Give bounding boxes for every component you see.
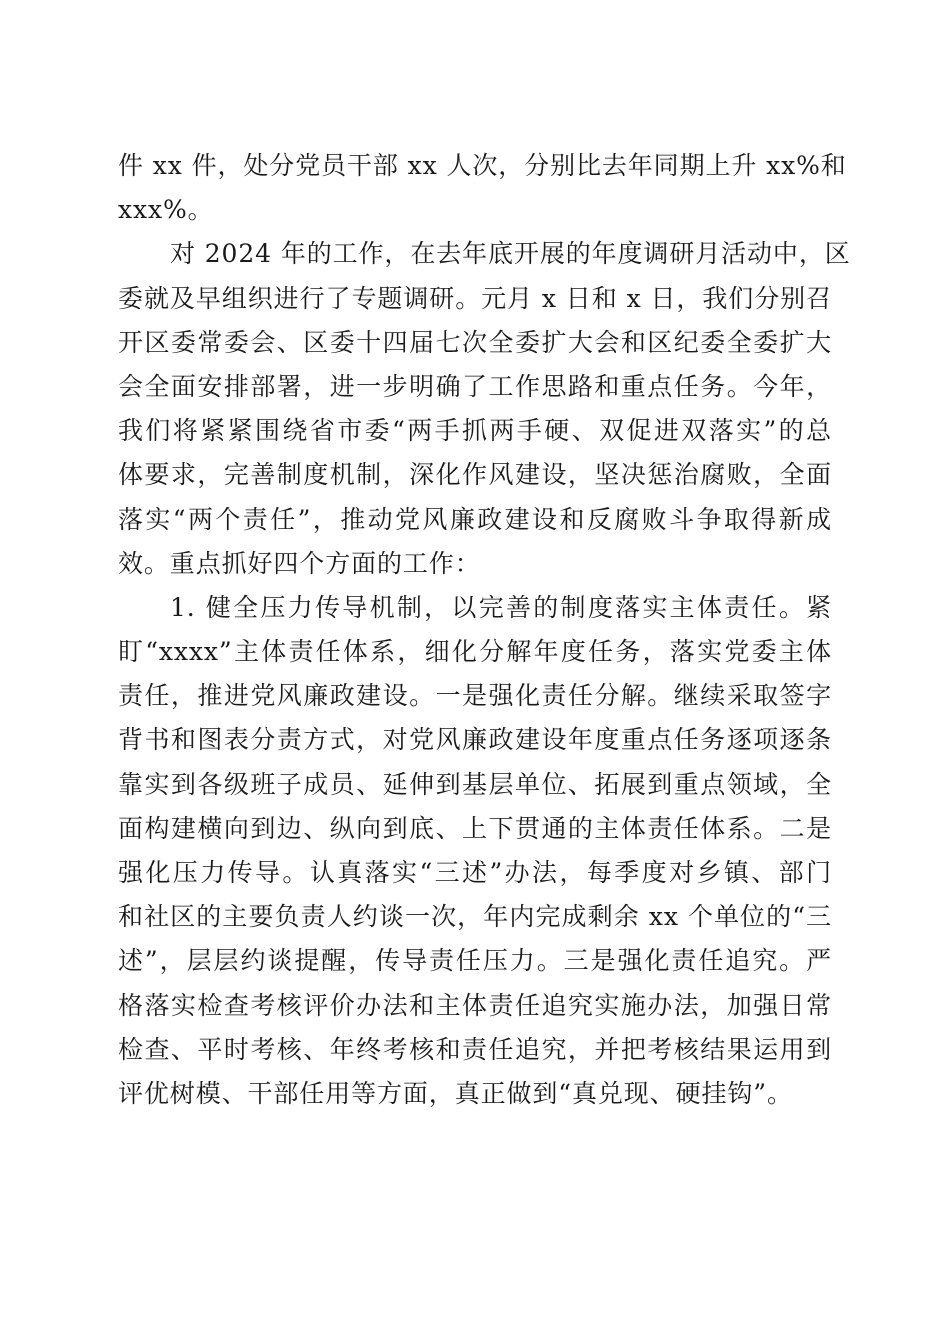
text-line: xxx%。	[118, 195, 214, 225]
text-line: 开区委常委会、区委十四届七次全委扩大会和区纪委全委扩大	[118, 327, 832, 357]
text-line: 背书和图表分责方式，对党风廉政建设年度重点任务逐项逐条	[118, 725, 832, 755]
document-body	[118, 144, 851, 1116]
text-line: 面构建横向到边、纵向到底、上下贯通的主体责任体系。二是	[118, 813, 832, 843]
text-line: 靠实到各级班子成员、延伸到基层单位、拓展到重点领域，全	[118, 769, 832, 799]
text-line: 落实“两个责任”，推动党风廉政建设和反腐败斗争取得新成	[118, 504, 832, 534]
text-line: 述”，层层约谈提醒，传导责任压力。三是强化责任追究。严	[118, 946, 832, 976]
text-line: 评优树模、干部任用等方面，真正做到“真兑现、硬挂钩”。	[118, 1078, 793, 1108]
text-line: 我们将紧紧围绕省市委“两手抓两手硬、双促进双落实”的总	[118, 416, 832, 446]
text-line: 和社区的主要负责人约谈一次，年内完成剩余 xx 个单位的“三	[118, 902, 832, 932]
text-line: 体要求，完善制度机制，深化作风建设，坚决惩治腐败，全面	[118, 460, 832, 490]
text-line: 盯“xxxx”主体责任体系，细化分解年度任务，落实党委主体	[118, 637, 832, 667]
text-line: 格落实检查考核评价办法和主体责任追究实施办法，加强日常	[118, 990, 832, 1020]
text-line: 对 2024 年的工作，在去年底开展的年度调研月活动中，区	[170, 239, 851, 269]
text-line: 委就及早组织进行了专题调研。元月 x 日和 x 日，我们分别召	[118, 283, 832, 313]
text-line: 责任，推进党风廉政建设。一是强化责任分解。继续采取签字	[118, 681, 832, 711]
text-line: 件 xx 件，处分党员干部 xx 人次，分别比去年同期上升 xx%和	[118, 151, 847, 180]
text-line: 会全面安排部署，进一步明确了工作思路和重点任务。今年，	[118, 371, 832, 401]
text-line: 效。重点抓好四个方面的工作：	[118, 548, 481, 578]
text-line: 检查、平时考核、年终考核和责任追究，并把考核结果运用到	[118, 1034, 832, 1064]
text-line: 1. 健全压力传导机制，以完善的制度落实主体责任。紧	[170, 592, 832, 622]
text-line: 强化压力传导。认真落实“三述”办法，每季度对乡镇、部门	[118, 858, 832, 887]
